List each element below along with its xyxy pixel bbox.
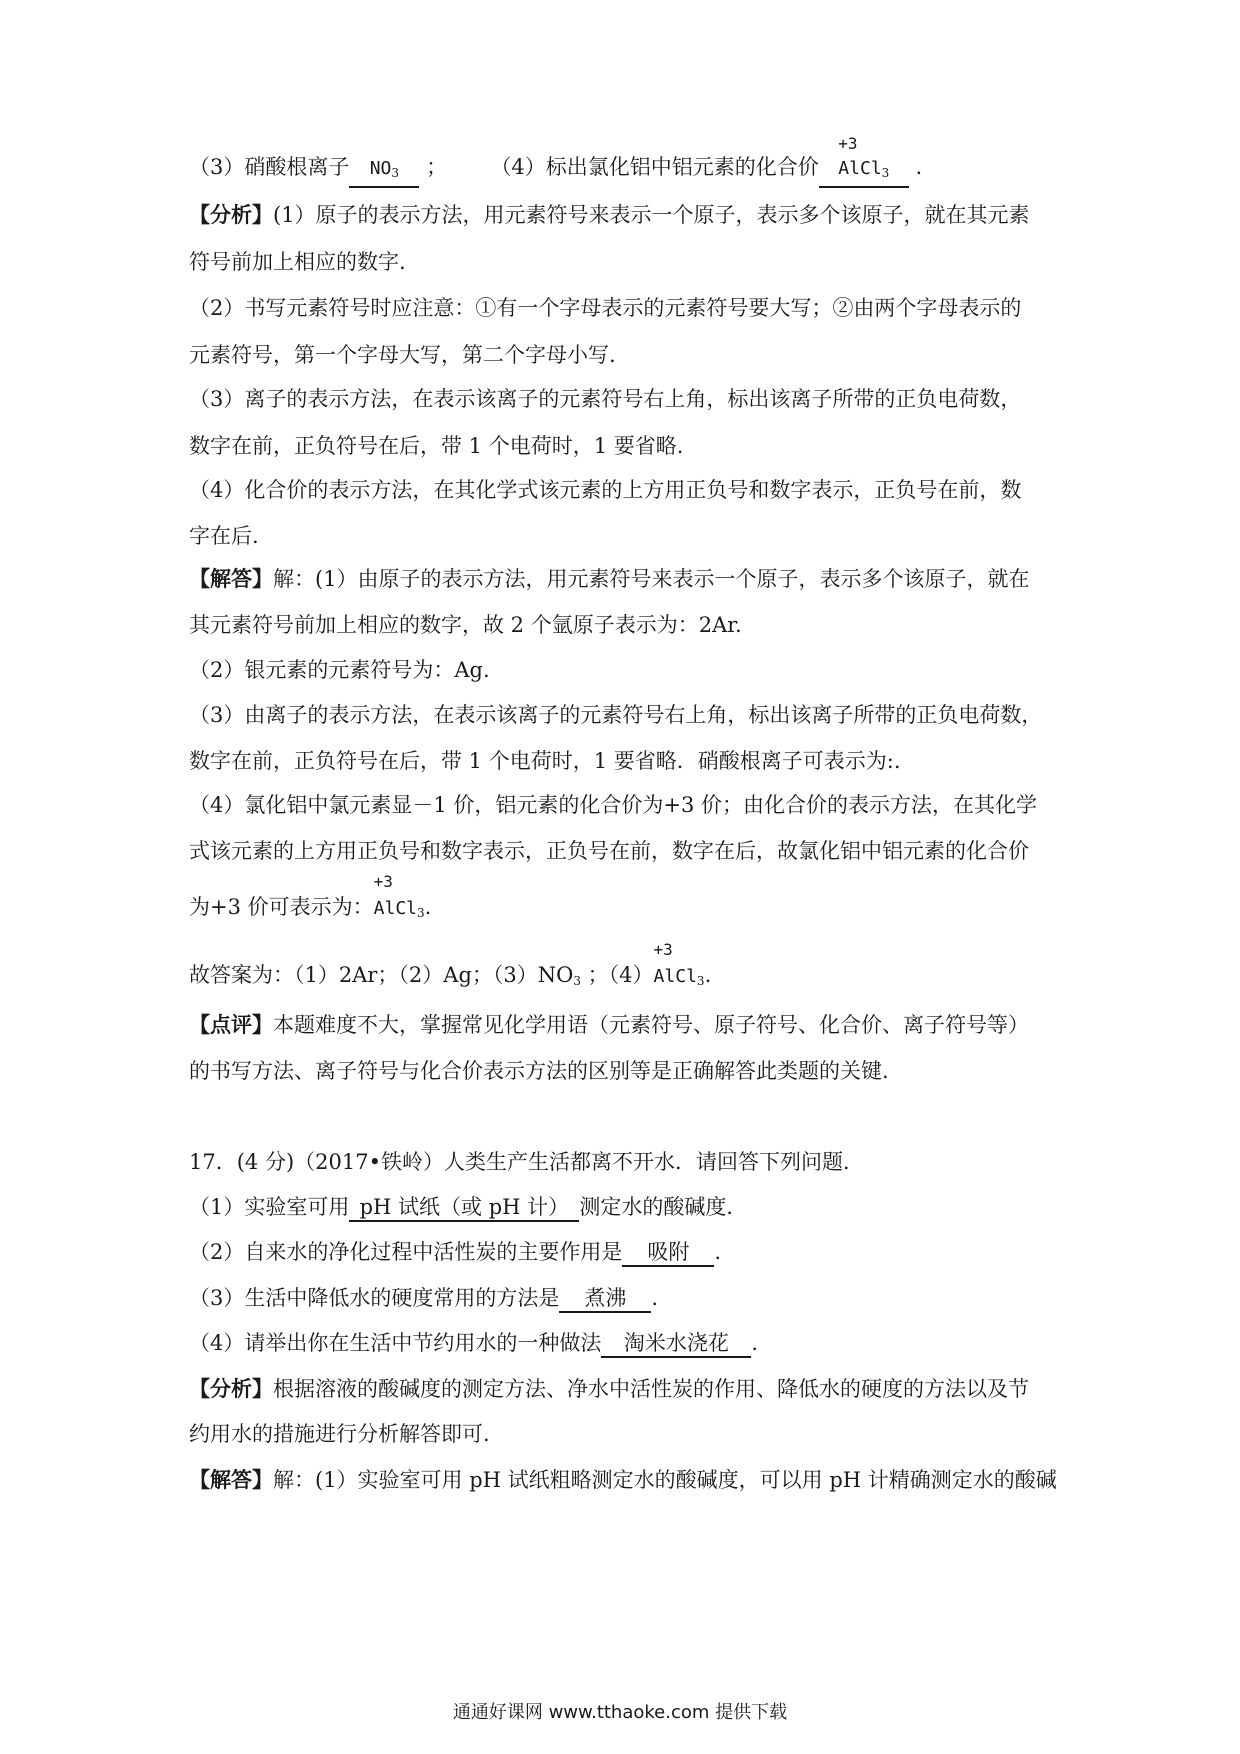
q17-solution-label: 【解答】	[189, 1467, 273, 1492]
solution-s4-line3: 为+3 价可表示为： +3 AlCl$_3$.	[189, 892, 1059, 928]
final-answer-line: 故答案为：（1）2Ar；（2）Ag；$(3)NO_3$ ；（4） +3 AlCl$_3$.	[189, 960, 1059, 996]
valence-superscript: +3	[838, 134, 858, 153]
analysis-p3-line2: 数字在前，正负符号在后，带 1 个电荷时，1 要省略.	[189, 434, 684, 458]
q17-part1-answer: pH 试纸（或 pH 计）	[349, 1194, 579, 1222]
q17-part2-answer: 吸附	[622, 1239, 714, 1267]
analysis-label: 【分析】	[189, 202, 273, 227]
q17-part1: （1）实验室可用 pH 试纸（或 pH 计） 测定水的酸碱度．	[189, 1192, 1059, 1222]
analysis-p4-line1: （4）化合价的表示方法，在其化学式该元素的上方用正负号和数字表示，正负号在前，数	[189, 478, 1022, 502]
analysis-p3-line1: （3）离子的表示方法，在表示该离子的元素符号右上角，标出该离子所带的正负电荷数，	[189, 387, 1022, 411]
part3-answer-blank	[349, 154, 419, 188]
part3-answer: NO	[369, 158, 392, 179]
q17-part2: （2）自来水的净化过程中活性炭的主要作用是 吸附 .	[189, 1237, 1059, 1267]
s4-valence-formula: +3 Al	[373, 872, 396, 919]
comment-line1: 【点评】本题难度不大，掌握常见化学用语（元素符号、原子符号、化合价、离子符号等）	[189, 1012, 1029, 1037]
solution-s1-line2: 其元素符号前加上相应的数字，故 2 个氩原子表示为：2Ar.	[189, 613, 742, 637]
final-valence-formula: +3 Al	[653, 940, 676, 987]
comment-line2: 的书写方法、离子符号与化合价表示方法的区别等是正确解答此类题的关键.	[189, 1059, 889, 1083]
q17-part4: （4）请举出你在生活中节约用水的一种做法 淘米水浇花 .	[189, 1328, 1059, 1358]
solution-label: 【解答】	[189, 566, 273, 591]
analysis-p4-line2: 字在后.	[189, 524, 259, 548]
solution-s3-line1: （3）由离子的表示方法，在表示该离子的元素符号右上角，标出该离子所带的正负电荷数，	[189, 703, 1043, 727]
part4-valence-formula: +3 Al	[838, 134, 860, 179]
q17-solution-line1: 【解答】解：(1）实验室可用 pH 试纸粗略测定水的酸碱度，可以用 pH 计精确测定水的酸碱	[189, 1467, 1057, 1492]
q16-answers-line	[189, 134, 1059, 188]
part4-suffix: .	[915, 155, 923, 179]
solution-s4-line2: 式该元素的上方用正负号和数字表示，正负号在前，数字在后，故氯化铝中铝元素的化合价	[189, 839, 1029, 863]
q17-analysis-line2: 约用水的措施进行分析解答即可.	[189, 1422, 490, 1446]
part3-prefix: （3）硝酸根离子	[189, 155, 350, 179]
analysis-p2-line2: 元素符号，第一个字母大写，第二个字母小写.	[189, 343, 616, 367]
q17-stem: 17．(4 分)（2017•铁岭）人类生产生活都离不开水．请回答下列问题．	[189, 1150, 864, 1174]
solution-s2-line1: （2）银元素的元素符号为：Ag.	[189, 658, 490, 682]
part3-answer-sub: 3	[391, 166, 400, 180]
solution-s3-line2: 数字在前，正负符号在后，带 1 个电荷时，1 要省略．硝酸根离子可表示为:.	[189, 749, 901, 773]
part4-prefix: （4）标出氯化铝中铝元素的化合价	[490, 155, 819, 179]
analysis-p2-line1: （2）书写元素符号时应注意：①有一个字母表示的元素符号要大写；②由两个字母表示的	[189, 296, 1022, 320]
part3-suffix: ；	[426, 155, 448, 179]
comment-label: 【点评】	[189, 1012, 273, 1037]
solution-s1-line1: 【解答】解：(1）由原子的表示方法，用元素符号来表示一个原子，表示多个该原子，就在	[189, 566, 1030, 591]
q17-analysis-line1: 【分析】根据溶液的酸碱度的测定方法、净水中活性炭的作用、降低水的硬度的方法以及节	[189, 1376, 1029, 1401]
page-footer: 通通好课网 www.tthaoke.com 提供下载	[452, 1702, 788, 1723]
part4-answer-blank: +3 AlCl$_3$	[819, 154, 909, 188]
analysis-p1-line2: 符号前加上相应的数字.	[189, 250, 406, 274]
q17-part3: （3）生活中降低水的硬度常用的方法是 煮沸 .	[189, 1283, 1059, 1313]
q17-part4-answer: 淘米水浇花	[601, 1330, 751, 1358]
solution-s4-line1: （4）氯化铝中氯元素显－1 价，铝元素的化合价为+3 价；由化合价的表示方法，在其化学	[189, 793, 1038, 817]
q17-part3-answer: 煮沸	[559, 1285, 651, 1313]
analysis-p1-line1: 【分析】(1）原子的表示方法，用元素符号来表示一个原子，表示多个该原子，就在其元素	[189, 202, 1030, 227]
q17-analysis-label: 【分析】	[189, 1376, 273, 1401]
